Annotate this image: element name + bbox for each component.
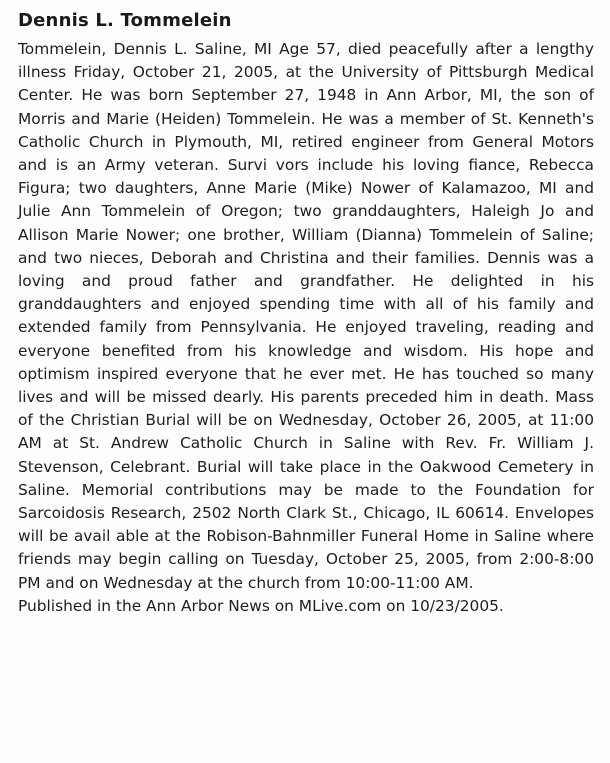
obituary-body: Tommelein, Dennis L. Saline, MI Age 57, died peacefully after a lengthy illness Friday, October 21, 2005, at the University of Pittsburgh Medical Center. He was born September 27, 1948 in Ann Arbor, MI, the son of Morris and Marie (Heiden) Tommelein. He was a member of St. Kenneth's Catholic Church in Plymouth, MI, retired engineer from General Motors and is an Army veteran. Survi vors include his loving fiance, Rebecca Figura; two daughters, Anne Marie (Mike) Nower of Kalamazoo, MI and Julie Ann Tommelein of Oregon; two granddaughters, Haleigh Jo and Allison Marie Nower; one brother, William (Dianna) Tommelein of Saline; and two nieces, Deborah and Christina and their families. Dennis was a loving and proud father and grandfather. He delighted in his granddaughters and enjoyed spending time with all of his family and extended family from Pennsylvania. He enjoyed traveling, reading and everyone benefited from his knowledge and wisdom. His hope and optimism inspired everyone that he ever met. He has touched so many lives and will be missed dearly. His parents preceded him in death. Mass of the Christian Burial will be on Wednesday, October 26, 2005, at 11:00 AM at St. Andrew Catholic Church in Saline with Rev. Fr. William J. Stevenson, Celebrant. Burial will take place in the Oakwood Cemetery in Saline. Memorial contributions may be made to the Foundation for Sarcoidosis Research, 2502 North Clark St., Chicago, IL 60614. Envelopes will be avail able at the Robison-Bahnmiller Funeral Home in Saline where friends may begin calling on Tuesday, October 25, 2005, from 2:00-8:00 PM and on Wednesday at the church from 10:00-11:00 AM. bbox=[18, 40, 594, 592]
publication-note: Published in the Ann Arbor News on MLive.com on 10/23/2005. bbox=[18, 596, 504, 615]
obituary-title: Dennis L. Tommelein bbox=[18, 10, 232, 31]
